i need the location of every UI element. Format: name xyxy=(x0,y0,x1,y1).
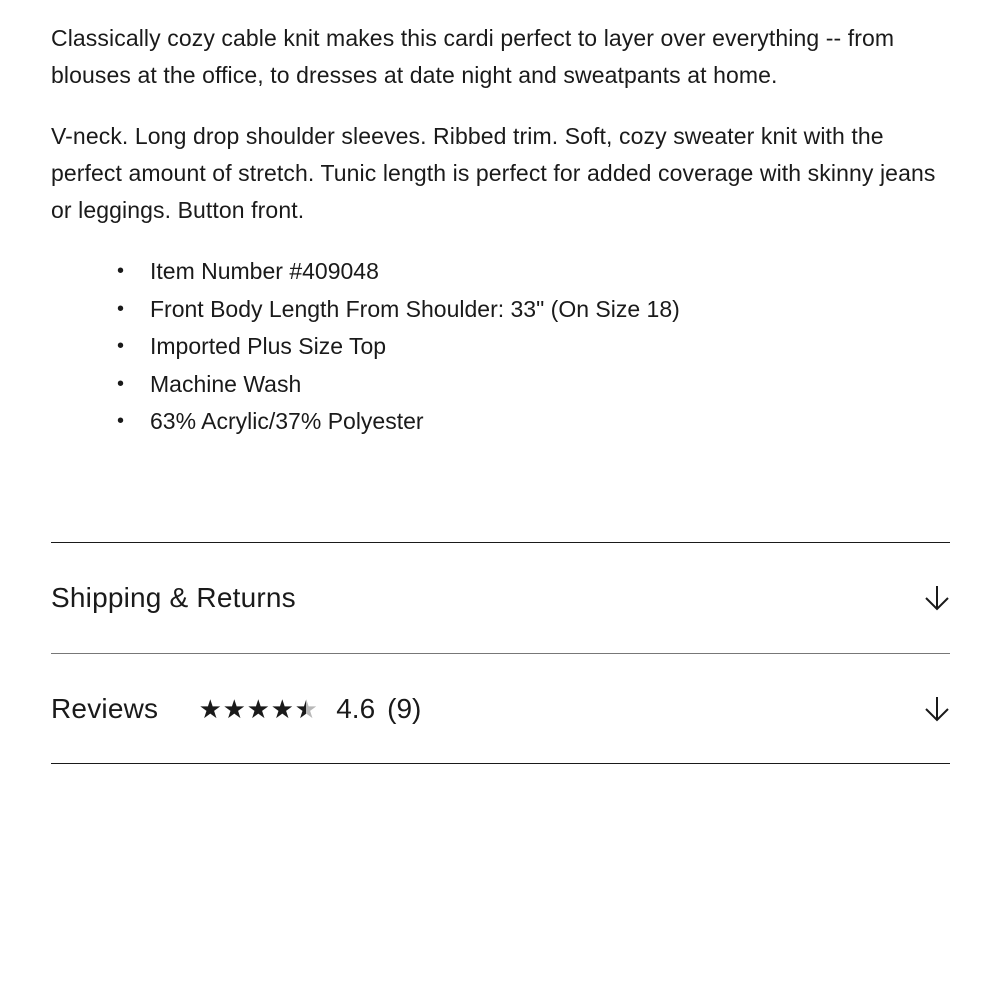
bullet-icon: • xyxy=(117,335,125,357)
bullet-icon: • xyxy=(117,260,125,282)
feature-list xyxy=(51,253,951,441)
arrow-down-icon xyxy=(924,695,950,723)
description-paragraph: Classically cozy cable knit makes this cardi perfect to layer over everything -- from blouses at the office, to dresses at date night and sweatpants at home. xyxy=(51,25,895,88)
reviews-toggle[interactable] xyxy=(51,653,950,763)
list-item xyxy=(51,328,951,366)
bullet-icon: • xyxy=(117,297,125,320)
reviews-summary xyxy=(51,693,421,725)
star-icon: ★ xyxy=(198,693,222,724)
star-icon: ★ xyxy=(222,693,246,724)
list-item xyxy=(51,291,951,329)
bullet-icon: • xyxy=(117,410,125,432)
feature-text: Front Body Length From Shoulder: 33" (On Size 18) xyxy=(150,295,680,322)
bullet-icon: • xyxy=(117,372,125,395)
details-paragraph: V-neck. Long drop shoulder sleeves. Ribbed trim. Soft, cozy sweater knit with the perfect amount of stretch. Tunic length is perfect for added coverage with skinny jeans or leggings. Button front. xyxy=(51,123,936,223)
list-item xyxy=(51,403,951,441)
feature-text: Imported Plus Size Top xyxy=(150,333,387,359)
product-description xyxy=(51,20,951,441)
feature-text: 63% Acrylic/37% Polyester xyxy=(150,408,424,434)
accordion-divider xyxy=(51,763,950,764)
list-item xyxy=(51,366,951,404)
shipping-returns-toggle[interactable] xyxy=(51,542,950,653)
star-icon: ★ xyxy=(270,693,294,724)
shipping-returns-label: Shipping & Returns xyxy=(51,582,296,613)
arrow-down-icon xyxy=(924,584,950,612)
rating-value: 4.6 xyxy=(336,692,376,724)
product-accordion xyxy=(51,542,950,764)
star-icon: ★ xyxy=(246,693,270,724)
list-item xyxy=(51,253,951,291)
feature-text: Item Number #409048 xyxy=(150,258,379,284)
half-star-icon: ★ xyxy=(294,693,318,724)
feature-text: Machine Wash xyxy=(150,370,302,397)
reviews-label: Reviews xyxy=(51,692,159,724)
review-count: (9) xyxy=(387,692,422,724)
star-rating xyxy=(198,693,318,724)
